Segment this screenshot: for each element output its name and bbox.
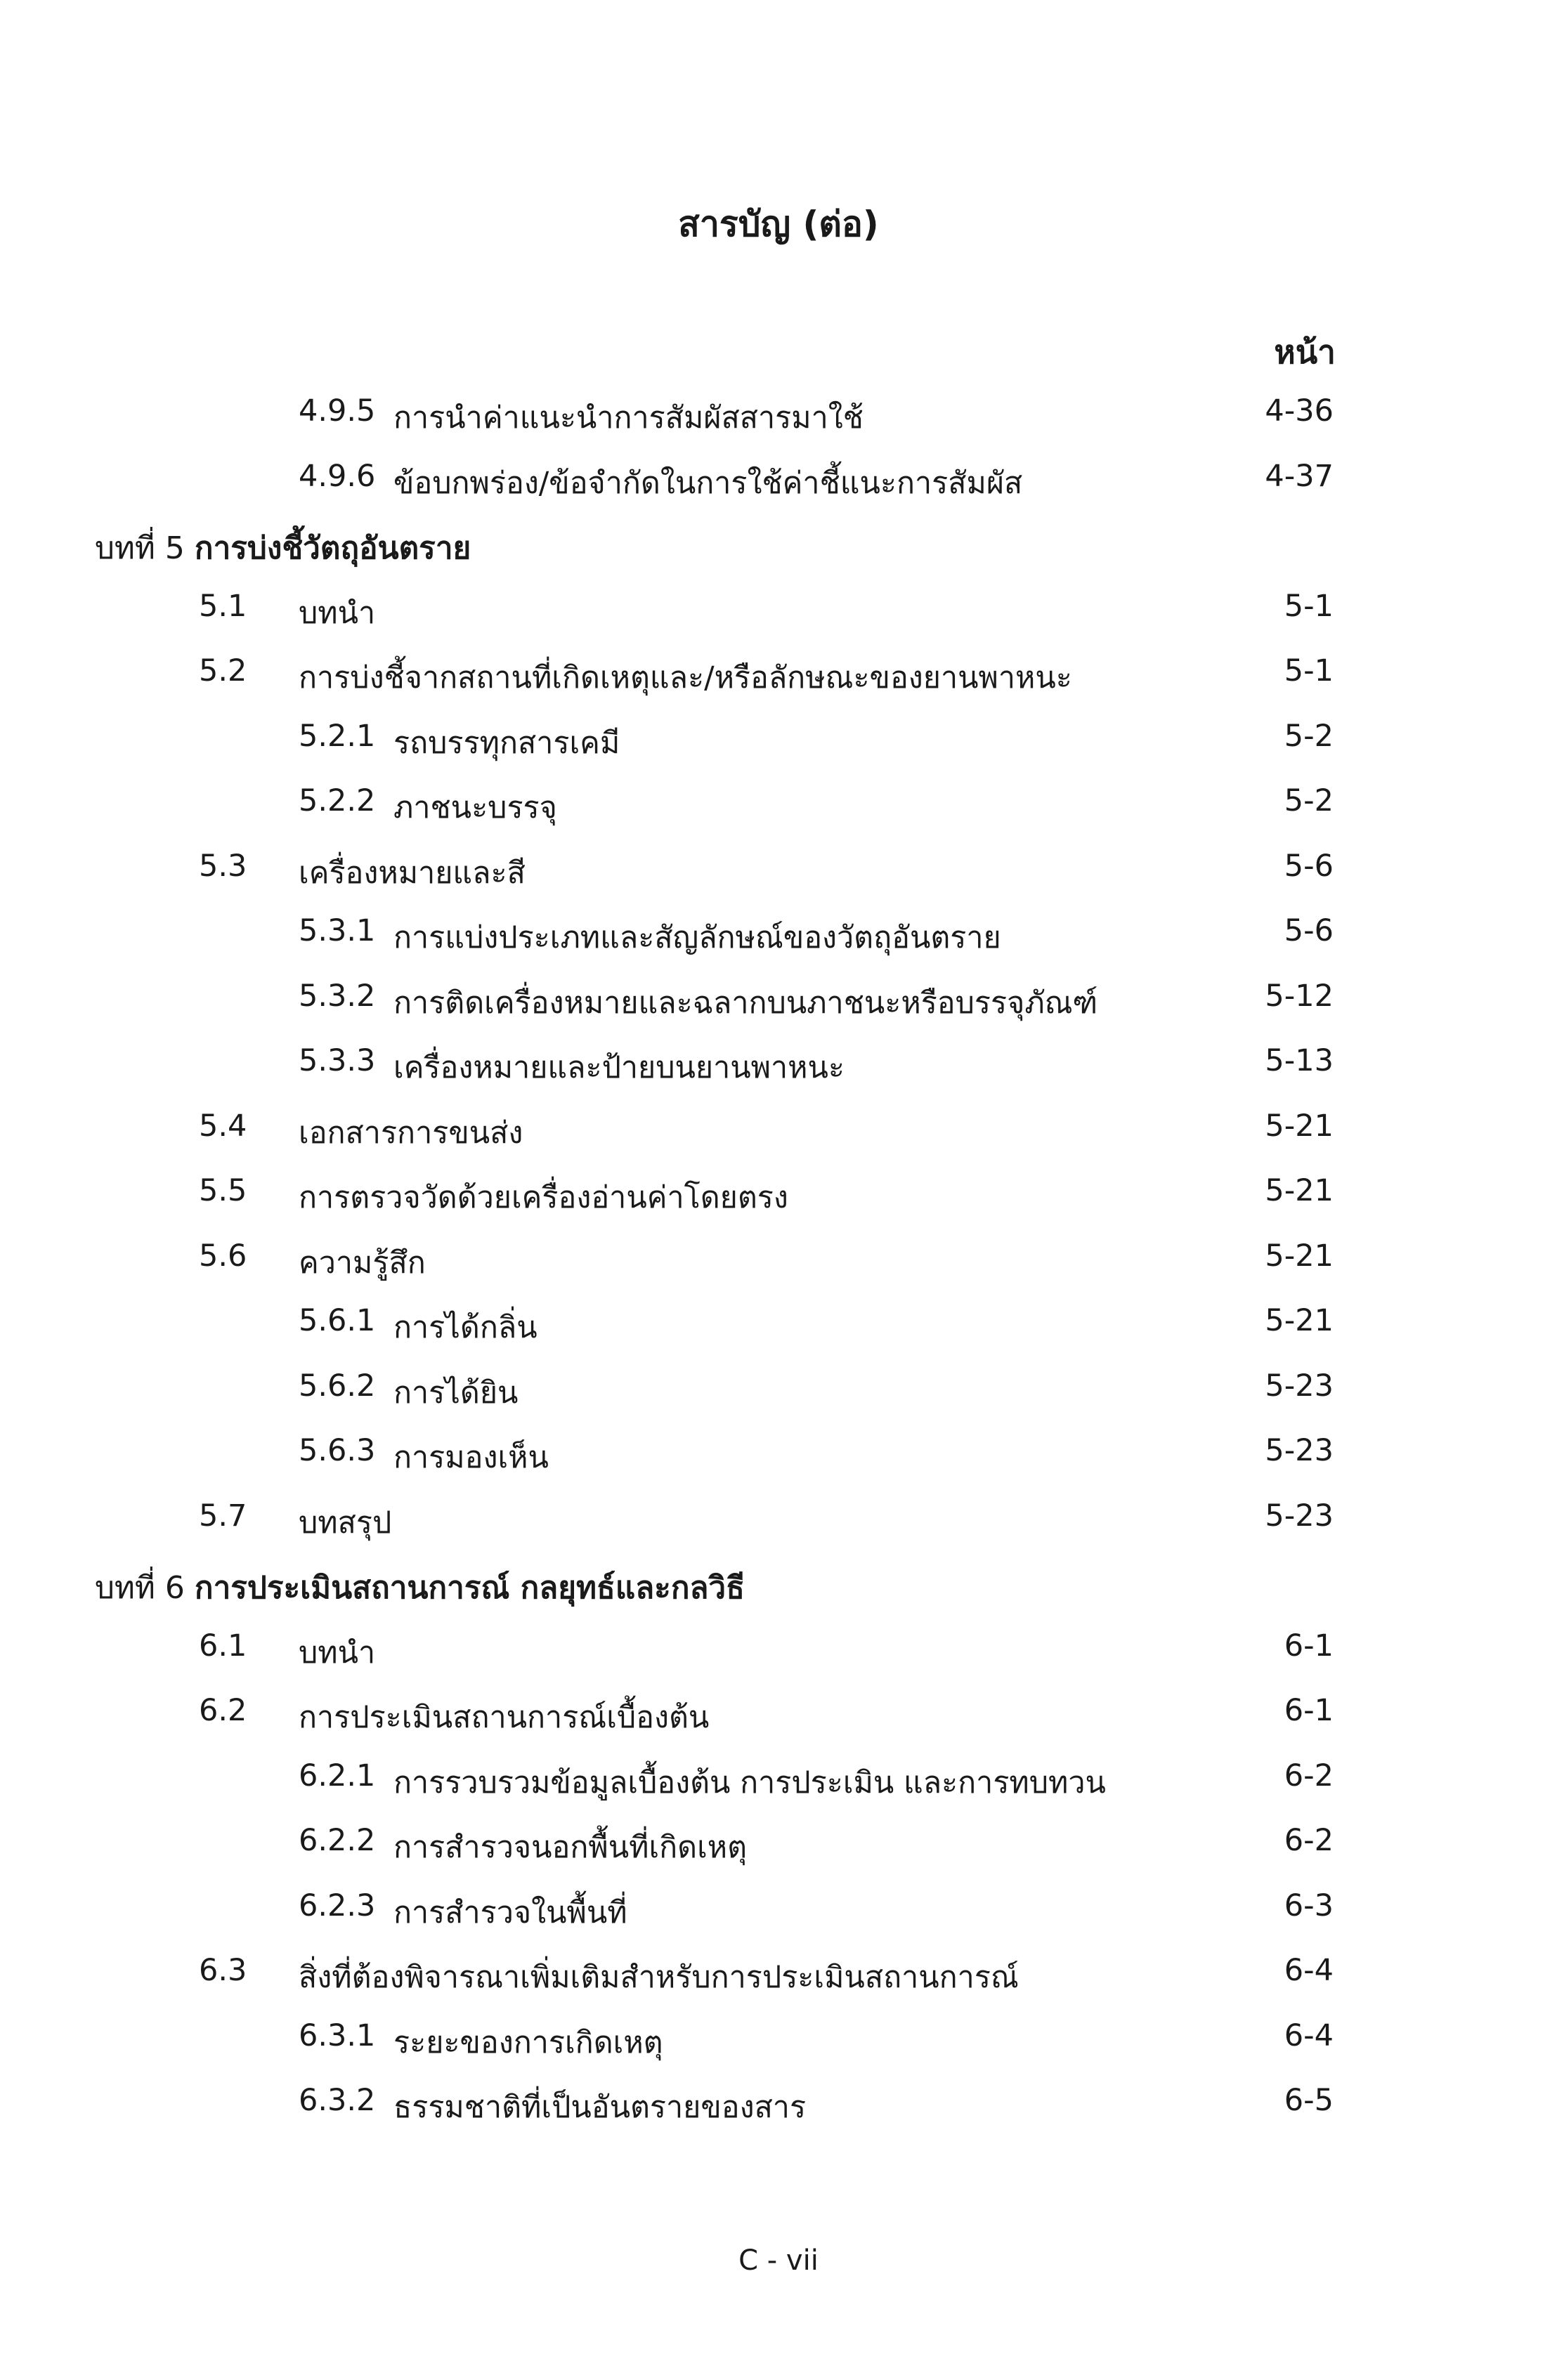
toc-entry-title: การติดเครื่องหมายและฉลากบนภาชนะหรือบรรจุภัณฑ์: [393, 985, 1098, 1021]
toc-entry-row: [0, 653, 1557, 702]
toc-entry-number: 4.9.6: [299, 458, 376, 494]
toc-entry-title: เครื่องหมายและป้ายบนยานพาหนะ: [393, 1050, 845, 1085]
toc-entry-row: [0, 1173, 1557, 1222]
toc-page-number: 5-6: [1284, 913, 1334, 948]
toc-page-number: 5-13: [1265, 1043, 1334, 1078]
toc-page-number: 4-36: [1265, 393, 1334, 429]
toc-page-number: 5-2: [1284, 783, 1334, 818]
page-footer: C - vii: [738, 2244, 819, 2277]
toc-entry-row: [0, 849, 1557, 898]
toc-entry-row: [0, 2083, 1557, 2132]
toc-entry-number: 6.2: [199, 1693, 247, 1728]
toc-page-number: 5-21: [1265, 1238, 1334, 1274]
toc-entry-title: การสำรวจนอกพื้นที่เกิดเหตุ: [393, 1830, 748, 1865]
toc-entry-row: [0, 2018, 1557, 2067]
toc-entry-title: ภาชนะบรรจุ: [393, 790, 557, 825]
toc-entry-row: [0, 1888, 1557, 1937]
toc-page-number: 5-2: [1284, 718, 1334, 754]
toc-entry-number: 6.3.2: [299, 2083, 376, 2118]
toc-page-number: 5-23: [1265, 1498, 1334, 1534]
toc-entry-number: 5.7: [199, 1498, 247, 1534]
toc-entry-row: [0, 913, 1557, 962]
toc-chapter-title: การบ่งชี้วัตถุอันตราย: [194, 530, 471, 566]
toc-entry-number: 5.1: [199, 588, 247, 624]
page-title: สารบัญ (ต่อ): [678, 204, 879, 244]
toc-entry-row: [0, 783, 1557, 832]
toc-page-number: 6-3: [1284, 1888, 1334, 1923]
toc-chapter-row: [0, 1563, 1557, 1612]
toc-entry-row: [0, 1043, 1557, 1092]
toc-entry-title: บทนำ: [299, 1635, 376, 1670]
toc-page-number: 6-1: [1284, 1628, 1334, 1663]
toc-entry-title: การรวบรวมข้อมูลเบื้องต้น การประเมิน และการทบทวน: [393, 1765, 1106, 1800]
toc-page-number: 6-2: [1284, 1823, 1334, 1858]
toc-page-number: 6-2: [1284, 1758, 1334, 1793]
toc-entry-title: การได้กลิ่น: [393, 1310, 538, 1345]
toc-chapter-number: บทที่ 6: [95, 1570, 185, 1606]
toc-entry-title: การมองเห็น: [393, 1440, 549, 1475]
toc-entry-row: [0, 1953, 1557, 2002]
toc-page-number: 5-6: [1284, 848, 1334, 884]
toc-entry-title: เครื่องหมายและสี: [299, 855, 526, 891]
toc-entry-number: 6.2.1: [299, 1758, 376, 1793]
toc-entry-row: [0, 979, 1557, 1028]
toc-entry-number: 5.5: [199, 1173, 247, 1208]
toc-entry-number: 5.3.2: [299, 978, 376, 1014]
toc-entry-number: 5.3.1: [299, 913, 376, 948]
toc-page-number: 5-21: [1265, 1173, 1334, 1208]
toc-entry-row: [0, 1628, 1557, 1678]
toc-page-number: 6-5: [1284, 2083, 1334, 2118]
toc-entry-number: 5.6.3: [299, 1433, 376, 1468]
toc-entry-row: [0, 1693, 1557, 1742]
toc-entry-number: 5.4: [199, 1108, 247, 1144]
toc-page-number: 5-1: [1284, 588, 1334, 624]
toc-entry-number: 6.3: [199, 1953, 247, 1988]
toc-entry-row: [0, 1238, 1557, 1288]
toc-entry-row: [0, 589, 1557, 638]
toc-entry-number: 6.2.2: [299, 1823, 376, 1858]
toc-page-number: 5-12: [1265, 978, 1334, 1014]
toc-entry-title: การตรวจวัดด้วยเครื่องอ่านค่าโดยตรง: [299, 1180, 788, 1215]
toc-page-number: 6-4: [1284, 2018, 1334, 2053]
toc-entry-title: เอกสารการขนส่ง: [299, 1115, 523, 1151]
toc-entry-row: [0, 1109, 1557, 1158]
toc-page-number: 5-23: [1265, 1368, 1334, 1404]
toc-entry-row: [0, 459, 1557, 508]
toc-entry-row: [0, 1303, 1557, 1352]
toc-entry-number: 4.9.5: [299, 393, 376, 429]
toc-page-number: 5-21: [1265, 1108, 1334, 1144]
toc-entry-title: การประเมินสถานการณ์เบื้องต้น: [299, 1700, 710, 1735]
toc-chapter-heading: [95, 523, 471, 573]
toc-chapter-number: บทที่ 5: [95, 530, 185, 566]
toc-entry-number: 5.6.2: [299, 1368, 376, 1404]
toc-entry-title: ธรรมชาติที่เป็นอันตรายของสาร: [393, 2090, 807, 2125]
toc-entry-title: การได้ยิน: [393, 1375, 519, 1411]
toc-entry-row: [0, 1823, 1557, 1872]
toc-entry-title: สิ่งที่ต้องพิจารณาเพิ่มเติมสำหรับการประเมินสถานการณ์: [299, 1960, 1019, 1995]
toc-page-number: 5-23: [1265, 1433, 1334, 1468]
toc-entry-title: การบ่งชี้จากสถานที่เกิดเหตุและ/หรือลักษณะของยานพาหนะ: [299, 660, 1072, 695]
toc-entry-row: [0, 1498, 1557, 1548]
toc-entry-title: ข้อบกพร่อง/ข้อจำกัดในการใช้ค่าชี้แนะการสัมผัส: [393, 465, 1023, 501]
toc-entry-title: ความรู้สึก: [299, 1245, 426, 1281]
toc-entry-title: บทนำ: [299, 595, 376, 631]
toc-entry-number: 5.2.1: [299, 718, 376, 754]
toc-entry-title: ระยะของการเกิดเหตุ: [393, 2025, 663, 2060]
toc-entry-title: การสำรวจในพื้นที่: [393, 1895, 627, 1930]
toc-entry-number: 6.1: [199, 1628, 247, 1663]
toc-entry-title: การนำค่าแนะนำการสัมผัสสารมาใช้: [393, 400, 864, 436]
toc-entry-number: 5.2: [199, 653, 247, 688]
toc-entry-row: [0, 1433, 1557, 1482]
toc-page-number: 6-1: [1284, 1693, 1334, 1728]
toc-entry-row: [0, 393, 1557, 443]
toc-entry-number: 5.3.3: [299, 1043, 376, 1078]
toc-entry-row: [0, 719, 1557, 768]
toc-entry-title: บทสรุป: [299, 1505, 392, 1541]
toc-chapter-title: การประเมินสถานการณ์ กลยุทธ์และกลวิธี: [194, 1570, 745, 1606]
toc-entry-title: รถบรรทุกสารเคมี: [393, 725, 620, 761]
toc-entry-number: 5.6.1: [299, 1303, 376, 1338]
toc-chapter-row: [0, 523, 1557, 573]
toc-page-number: 5-1: [1284, 653, 1334, 688]
toc-entry-row: [0, 1758, 1557, 1807]
toc-entry-number: 5.6: [199, 1238, 247, 1274]
toc-entry-number: 6.2.3: [299, 1888, 376, 1923]
toc-page-number: 5-21: [1265, 1303, 1334, 1338]
toc-entry-number: 5.2.2: [299, 783, 376, 818]
toc-entry-title: การแบ่งประเภทและสัญลักษณ์ของวัตถุอันตราย: [393, 920, 1001, 955]
toc-entry-number: 5.3: [199, 848, 247, 884]
toc-page-number: 6-4: [1284, 1953, 1334, 1988]
page-column-header: หน้า: [1274, 333, 1336, 371]
toc-page-number: 4-37: [1265, 458, 1334, 494]
toc-chapter-heading: [95, 1563, 745, 1612]
toc-entry-row: [0, 1368, 1557, 1418]
toc-entry-number: 6.3.1: [299, 2018, 376, 2053]
